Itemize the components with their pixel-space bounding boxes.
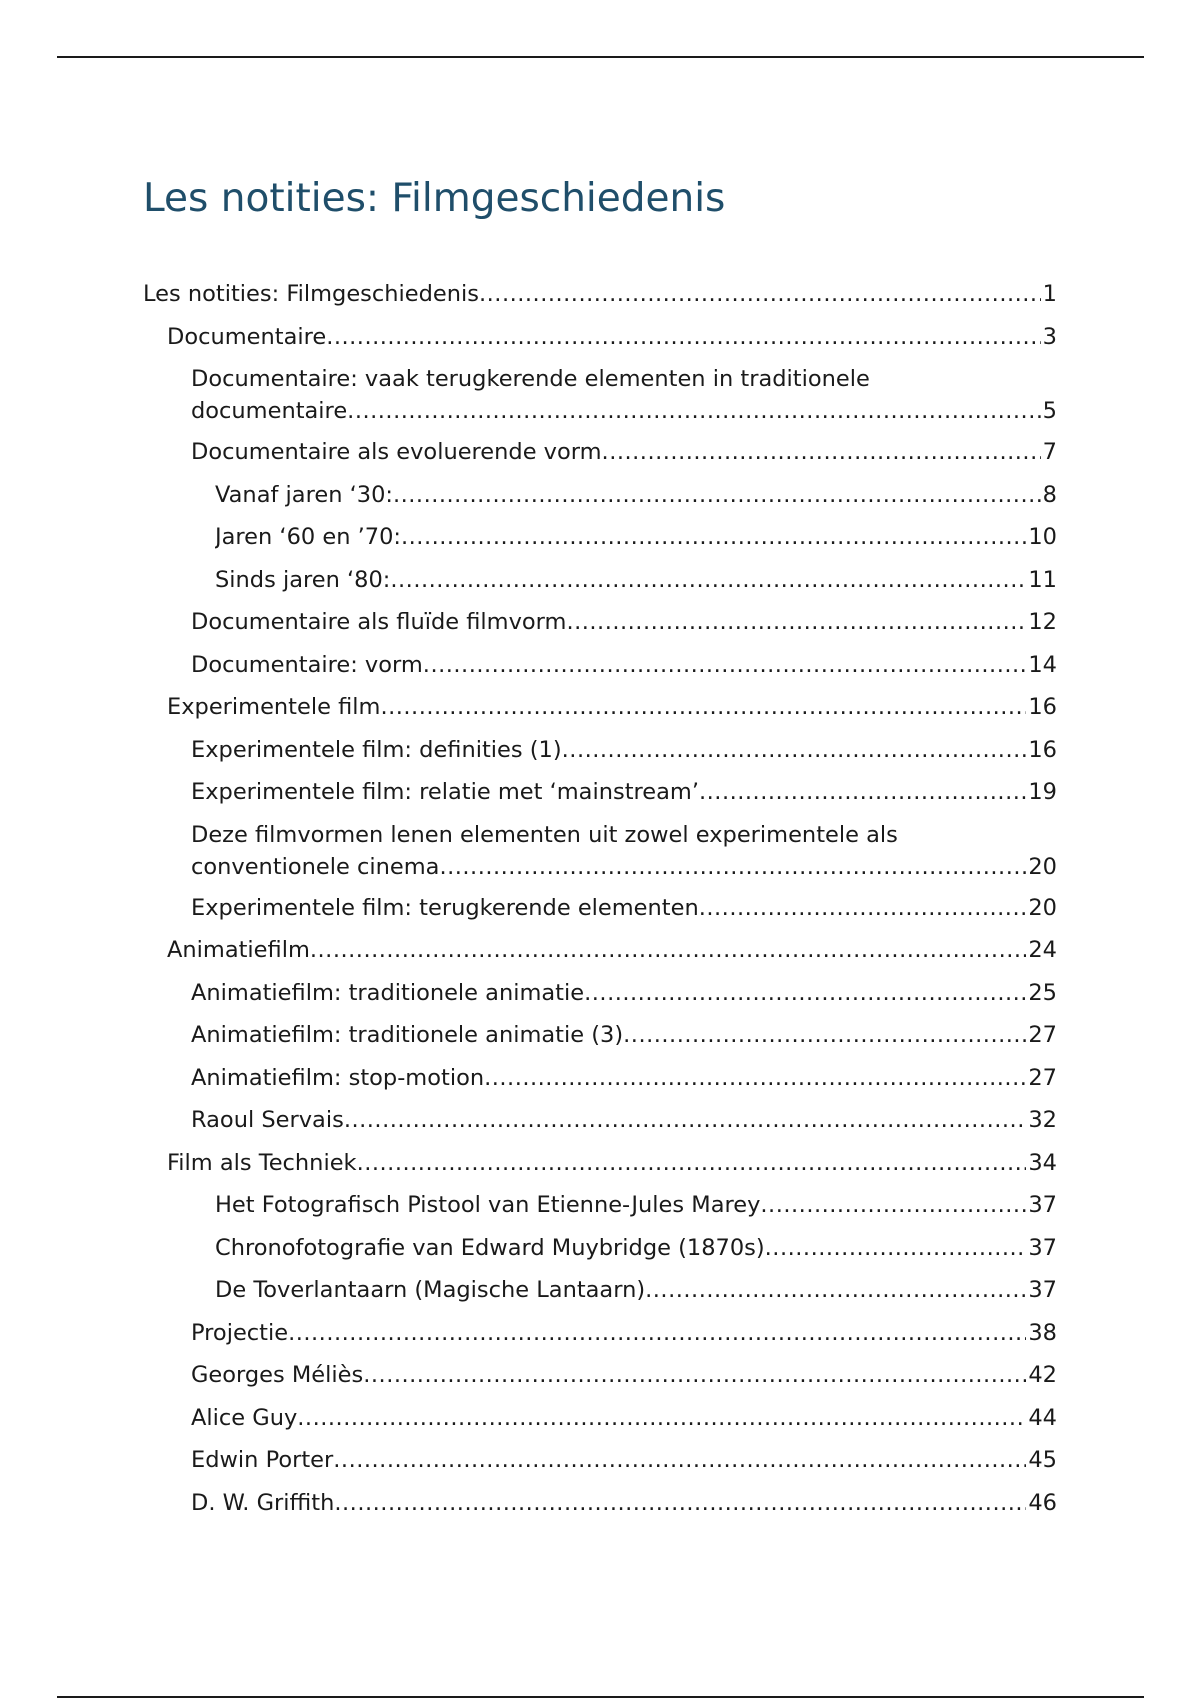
toc-page-number: 27 <box>1026 1019 1057 1051</box>
toc-entry[interactable] <box>191 606 1057 638</box>
footer-rule <box>57 1696 1144 1698</box>
toc-entry[interactable] <box>143 278 1057 310</box>
toc-entry[interactable] <box>191 363 1057 427</box>
toc-entry-text: Experimentele film: terugkerende elementen ..... <box>191 895 699 921</box>
toc-entry-text: Documentaire: vaak terugkerende elementen in traditionele documentaire ..... <box>191 366 870 424</box>
toc-page-number: 12 <box>1026 606 1057 638</box>
toc-page-number: 10 <box>1026 521 1057 553</box>
toc-entry-text: Animatiefilm: traditionele animatie (3) ..... <box>191 1022 623 1048</box>
toc-entry[interactable] <box>215 479 1057 511</box>
toc-entry-text: Deze filmvormen lenen elementen uit zowel experimentele als conventionele cinema ..... <box>191 822 898 880</box>
toc-page-number: 37 <box>1026 1232 1057 1264</box>
toc-entry-text: Les notities: Filmgeschiedenis ..... <box>143 281 479 307</box>
toc-entry[interactable] <box>191 1062 1057 1094</box>
toc-entry-text: Experimentele film ..... <box>167 694 380 720</box>
toc-entry[interactable] <box>191 1317 1057 1349</box>
toc-entry-text: Sinds jaren ‘80: ..... <box>215 567 390 593</box>
toc-entry-text: Experimentele film: definities (1) ..... <box>191 737 562 763</box>
toc-page-number: 11 <box>1026 564 1057 596</box>
toc-entry[interactable] <box>167 691 1057 723</box>
toc-entry-text: Film als Techniek ..... <box>167 1150 357 1176</box>
toc-entry-text: De Toverlantaarn (Magische Lantaarn) ..... <box>215 1277 645 1303</box>
toc-page-number: 20 <box>1026 851 1057 883</box>
toc-page-number: 37 <box>1026 1189 1057 1221</box>
toc-page-number: 37 <box>1026 1274 1057 1306</box>
document-title: Les notities: Filmgeschiedenis <box>143 176 726 221</box>
toc-entry[interactable] <box>191 776 1057 808</box>
toc-entry-text: Edwin Porter ..... <box>191 1447 333 1473</box>
toc-entry[interactable] <box>191 1444 1057 1476</box>
toc-page-number: 25 <box>1026 977 1057 1009</box>
toc-entry-text: D. W. Griffith ..... <box>191 1490 334 1516</box>
toc-entry[interactable] <box>167 321 1057 353</box>
toc-page-number: 42 <box>1026 1359 1057 1391</box>
toc-entry-text: Georges Méliès ..... <box>191 1362 363 1388</box>
toc-entry[interactable] <box>167 1147 1057 1179</box>
toc-page-number: 1 <box>1041 278 1057 310</box>
toc-entry-text: Documentaire als fluïde filmvorm ..... <box>191 609 566 635</box>
toc-entry[interactable] <box>215 564 1057 596</box>
toc-page-number: 3 <box>1041 321 1057 353</box>
toc-entry-text: Documentaire ..... <box>167 324 326 350</box>
toc-entry-text: Alice Guy ..... <box>191 1405 297 1431</box>
toc-entry-text: Raoul Servais ..... <box>191 1107 344 1133</box>
toc-entry[interactable] <box>191 1487 1057 1519</box>
toc-page-number: 20 <box>1026 892 1057 924</box>
toc-page-number: 16 <box>1026 734 1057 766</box>
toc-page-number: 32 <box>1026 1104 1057 1136</box>
header-rule <box>57 56 1144 58</box>
toc-entry-text: Chronofotografie van Edward Muybridge (1870s) ..... <box>215 1235 765 1261</box>
toc-entry-text: Projectie ..... <box>191 1320 288 1346</box>
toc-page-number: 46 <box>1026 1487 1057 1519</box>
toc-page-number: 8 <box>1041 479 1057 511</box>
toc-page-number: 27 <box>1026 1062 1057 1094</box>
toc-entry-text: Documentaire: vorm ..... <box>191 652 423 678</box>
toc-page-number: 19 <box>1026 776 1057 808</box>
toc-entry[interactable] <box>215 1232 1057 1264</box>
toc-entry[interactable] <box>191 1359 1057 1391</box>
toc-entry-text: Experimentele film: relatie met ‘mainstream’ ..... <box>191 779 699 805</box>
toc-page-number: 7 <box>1041 436 1057 468</box>
toc-entry[interactable] <box>215 1189 1057 1221</box>
toc-page-number: 44 <box>1026 1402 1057 1434</box>
toc-entry[interactable] <box>167 934 1057 966</box>
toc-page-number: 45 <box>1026 1444 1057 1476</box>
toc-page-number: 24 <box>1026 934 1057 966</box>
toc-page-number: 14 <box>1026 649 1057 681</box>
toc-entry[interactable] <box>191 649 1057 681</box>
toc-entry[interactable] <box>191 436 1057 468</box>
toc-entry[interactable] <box>191 819 1057 883</box>
toc-entry[interactable] <box>215 521 1057 553</box>
toc-entry-text: Documentaire als evoluerende vorm ..... <box>191 439 602 465</box>
toc-entry[interactable] <box>215 1274 1057 1306</box>
toc-entry[interactable] <box>191 1104 1057 1136</box>
toc-page-number: 5 <box>1041 395 1057 427</box>
toc-entry[interactable] <box>191 977 1057 1009</box>
toc-page-number: 38 <box>1026 1317 1057 1349</box>
toc-entry[interactable] <box>191 1402 1057 1434</box>
toc-entry[interactable] <box>191 892 1057 924</box>
toc-page-number: 34 <box>1026 1147 1057 1179</box>
toc-entry-text: Animatiefilm: stop-motion ..... <box>191 1065 484 1091</box>
toc-entry[interactable] <box>191 734 1057 766</box>
toc-entry-text: Animatiefilm ..... <box>167 937 310 963</box>
toc-entry-text: Vanaf jaren ‘30: ..... <box>215 482 393 508</box>
toc-entry-text: Het Fotografisch Pistool van Etienne-Jules Marey ..... <box>215 1192 760 1218</box>
toc-entry-text: Animatiefilm: traditionele animatie ..... <box>191 980 584 1006</box>
table-of-contents <box>143 278 1057 1529</box>
toc-page-number: 16 <box>1026 691 1057 723</box>
toc-entry-text: Jaren ‘60 en ’70: ..... <box>215 524 401 550</box>
toc-entry[interactable] <box>191 1019 1057 1051</box>
